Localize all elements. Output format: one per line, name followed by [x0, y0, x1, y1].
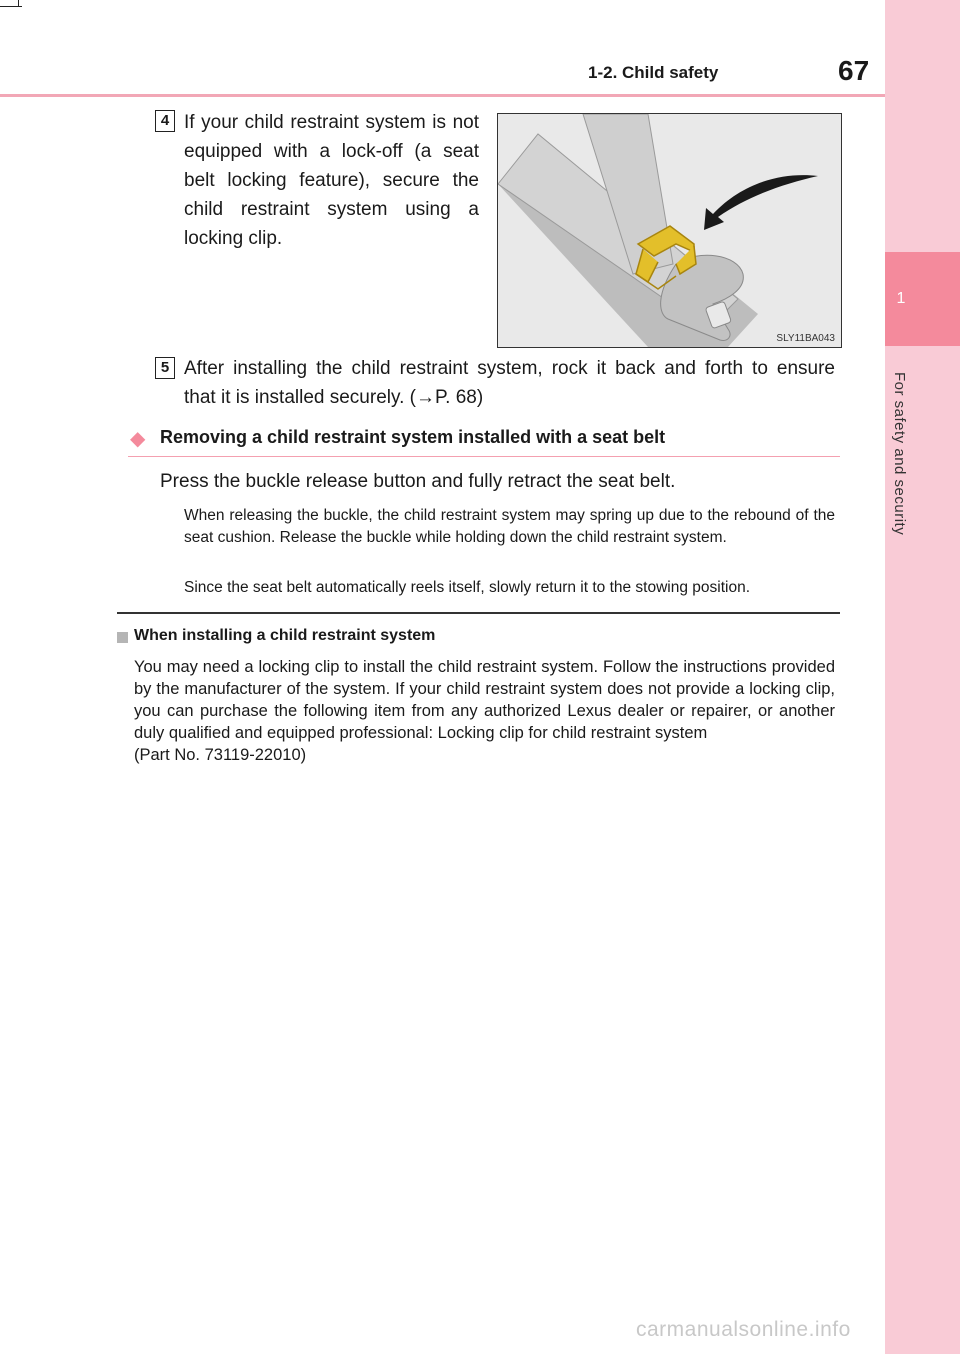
section-divider — [117, 612, 840, 614]
locking-clip-figure — [497, 113, 842, 348]
side-tab-strip — [885, 0, 960, 1354]
square-bullet-icon — [117, 632, 128, 643]
removing-note-1: When releasing the buckle, the child restraint system may spring up due to the rebound of the seat cushion. Release the buckle while holding down the child restraint system. — [184, 507, 835, 546]
locking-clip-illustration-icon — [498, 114, 841, 347]
info-note-text: You may need a locking clip to install the child restraint system. Follow the instructions provided by the manufacturer of the system. If your child restraint system does not provide a locking clip, you can purchase the following item from any authorized Lexus dealer or repairer, or another duly qualified and equipped professional: Locking clip for child restraint system — [134, 658, 835, 742]
removing-section-heading: Removing a child restraint system installed with a seat belt — [160, 427, 666, 447]
figure-code: SLY11BA043 — [776, 333, 835, 344]
side-tab-number: 1 — [896, 290, 906, 307]
header-rule — [0, 94, 885, 97]
step-5-text-line1: After installing the child restraint system, rock it back and forth to ensure — [184, 358, 835, 379]
page-number: 67 — [838, 55, 870, 86]
removing-instruction: Press the buckle release button and fully retract the seat belt. — [160, 471, 676, 492]
info-note-part-number: (Part No. 73119-22010) — [134, 746, 307, 764]
step-5-text-line2: that it is installed securely. (→P. 68) — [184, 387, 484, 408]
removing-note-2: Since the seat belt automatically reels itself, slowly return it to the stowing position. — [184, 579, 751, 596]
crop-mark — [0, 6, 22, 7]
subhead-rule — [128, 456, 840, 457]
watermark: carmanualsonline.info — [636, 1318, 851, 1341]
diamond-bullet-icon: ◆ — [130, 428, 146, 450]
step-number-4: 4 — [155, 110, 175, 132]
side-tab-label: For safety and security — [891, 372, 908, 536]
section-title: 1-2. Child safety — [588, 63, 719, 82]
step-4-text: If your child restraint system is not equipped with a lock-off (a seat belt locking feature), secure the child restraint system using a locking clip. — [184, 112, 479, 249]
step-number-5: 5 — [155, 357, 175, 379]
info-note-title: When installing a child restraint system — [134, 627, 436, 644]
info-note-body — [134, 656, 835, 766]
